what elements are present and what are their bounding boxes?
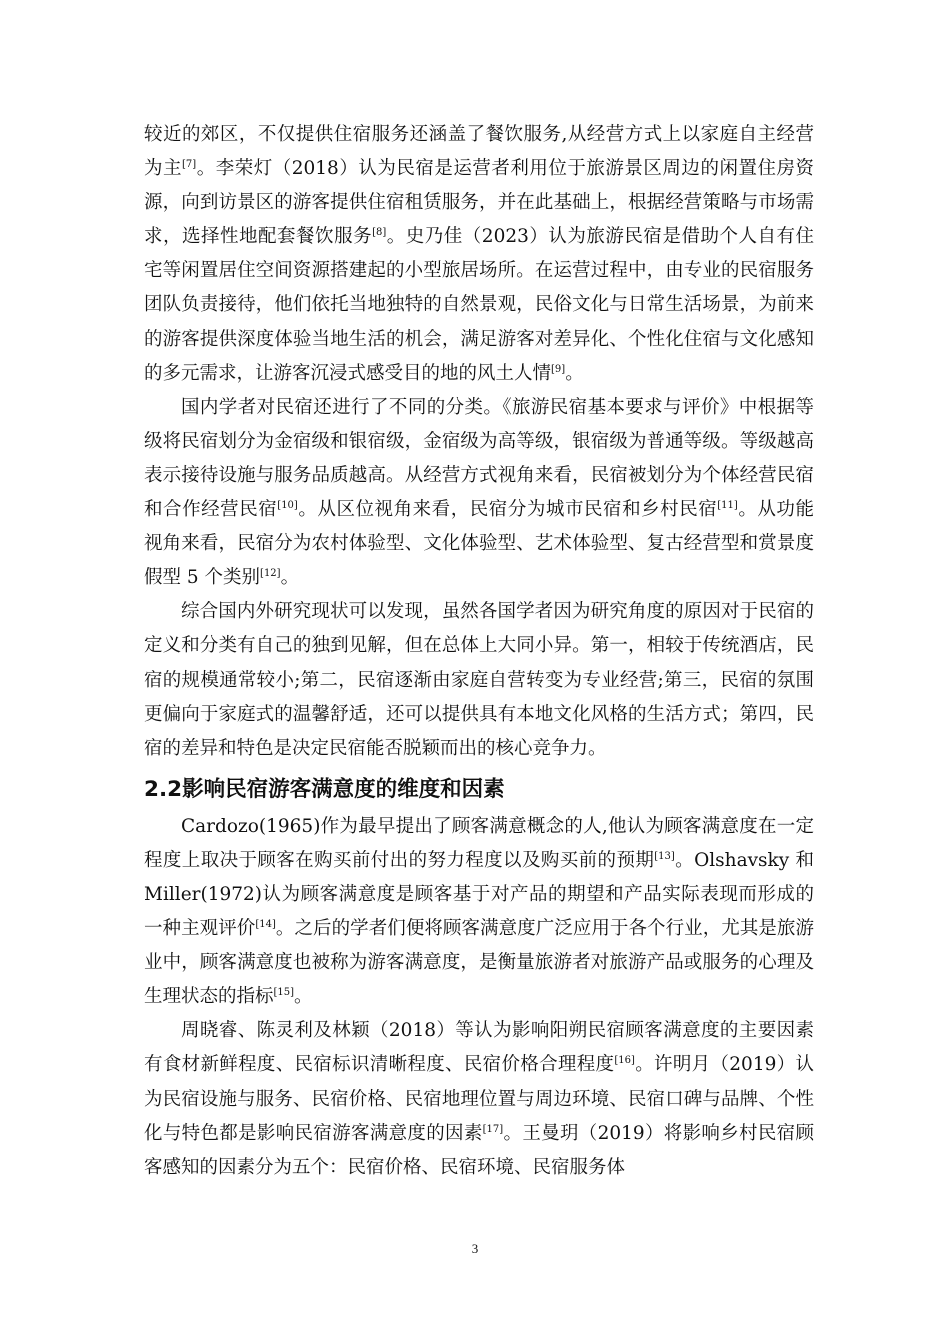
page-number: 3 <box>471 1241 479 1256</box>
paragraph-p3 <box>144 595 814 765</box>
paragraph-text: 。王曼玥（2019）将影响乡村民宿顾客感知的因素分为五个：民宿价格、民宿环境、民宿服务体 <box>144 1122 814 1178</box>
body-text <box>144 118 814 1185</box>
citation-marker: [17] <box>482 1123 504 1135</box>
paragraph-text: 。史乃佳（2023）认为旅游民宿是借助个人自有住宅等闲置居住空间资源搭建起的小型旅居场所。在运营过程中，由专业的民宿服务团队负责接待，他们依托当地独特的自然景观，民俗文化与日常生活场景，为前来的游客提供深度体验当地生活的机会，满足游客对差异化、个性化住宿与文化感知的多元需求，让游客沉浸式感受目的地的风土人情 <box>144 226 814 384</box>
paragraph-p5 <box>144 1014 814 1184</box>
paragraph-text: 。许明月（2019）认为民宿设施与服务、民宿价格、民宿地理位置与周边环境、民宿口碑与品牌、个性化与特色都是影响民宿游客满意度的因素 <box>144 1054 814 1144</box>
paragraph-text: 。 <box>565 362 584 384</box>
section-heading: 2.2影响民宿游客满意度的维度和因素 <box>144 776 505 802</box>
citation-marker: [15] <box>273 987 295 999</box>
citation-marker: [16] <box>614 1055 635 1067</box>
paragraph-text: 。Olshavsky 和 Miller(1972)认为顾客满意度是顾客基于对产品的期望和产品实际表现而形成的一种主观评价 <box>144 849 814 940</box>
citation-marker: [9] <box>551 363 566 375</box>
paragraph-text: 。从区位视角来看，民宿分为城市民宿和乡村民宿 <box>297 499 718 521</box>
paragraph-p2 <box>144 391 814 596</box>
paragraph-text: 。从功能视角来看，民宿分为农村体验型、文化体验型、艺术体验型、复古经营型和赏景度假型 5 个类别 <box>144 499 814 589</box>
paragraph-text: 。李荣灯（2018）认为民宿是运营者利用位于旅游景区周边的闲置住房资源，向到访景区的游客提供住宿租赁服务，并在此基础上，根据经营策略与市场需求，选择性地配套餐饮服务 <box>144 158 814 248</box>
citation-marker: [10] <box>277 500 298 512</box>
paragraph-text: 综合国内外研究现状可以发现，虽然各国学者因为研究角度的原因对于民宿的定义和分类有自己的独到见解，但在总体上大同小异。第一，相较于传统酒店，民宿的规模通常较小;第二，民宿逐渐由家庭自营转变为专业经营;第三，民宿的氛围更偏向于家庭式的温馨舒适，还可以提供具有本地文化风格的生活方式；第四，民宿的差异和特色是决定民宿能否脱颖而出的核心竞争力。 <box>144 601 814 759</box>
paragraph-text: 。 <box>280 567 300 589</box>
paragraph-group-satisfaction <box>144 810 814 1185</box>
paragraph-text: 较近的郊区，不仅提供住宿服务还涵盖了餐饮服务,从经营方式上以家庭自主经营为主 <box>144 124 814 180</box>
paragraph-p1 <box>144 118 814 391</box>
citation-marker: [11] <box>717 500 738 512</box>
paragraph-text: 国内学者对民宿还进行了不同的分类。《旅游民宿基本要求与评价》中根据等级将民宿划分为金宿级和银宿级，金宿级为高等级，银宿级为普通等级。等级越高表示接待设施与服务品质越高。从经营方式视角来看，民宿被划分为个体经营民宿和合作经营民宿 <box>144 396 814 521</box>
citation-marker: [13] <box>654 850 675 862</box>
paragraph-p4 <box>144 810 814 1015</box>
paragraph-group-literature-review <box>144 118 814 766</box>
paragraph-text: 。之后的学者们便将顾客满意度广泛应用于各个行业，尤其是旅游业中，顾客满意度也被称为游客满意度，是衡量旅游者对旅游产品或服务的心理及生理状态的指标 <box>144 918 814 1008</box>
citation-marker: [14] <box>255 919 276 931</box>
paragraph-text: 周晓睿、陈灵利及林颖（2018）等认为影响阳朔民宿顾客满意度的主要因素有食材新鲜程度、民宿标识清晰程度、民宿价格合理程度 <box>144 1020 814 1076</box>
citation-marker: [8] <box>372 227 387 239</box>
citation-marker: [12] <box>260 568 281 580</box>
paragraph-text: 。 <box>294 986 313 1008</box>
paragraph-text: Cardozo(1965)作为最早提出了顾客满意概念的人,他认为顾客满意度在一定程度上取决于顾客在购买前付出的努力程度以及购买前的预期 <box>144 815 814 871</box>
citation-marker: [7] <box>182 159 197 171</box>
